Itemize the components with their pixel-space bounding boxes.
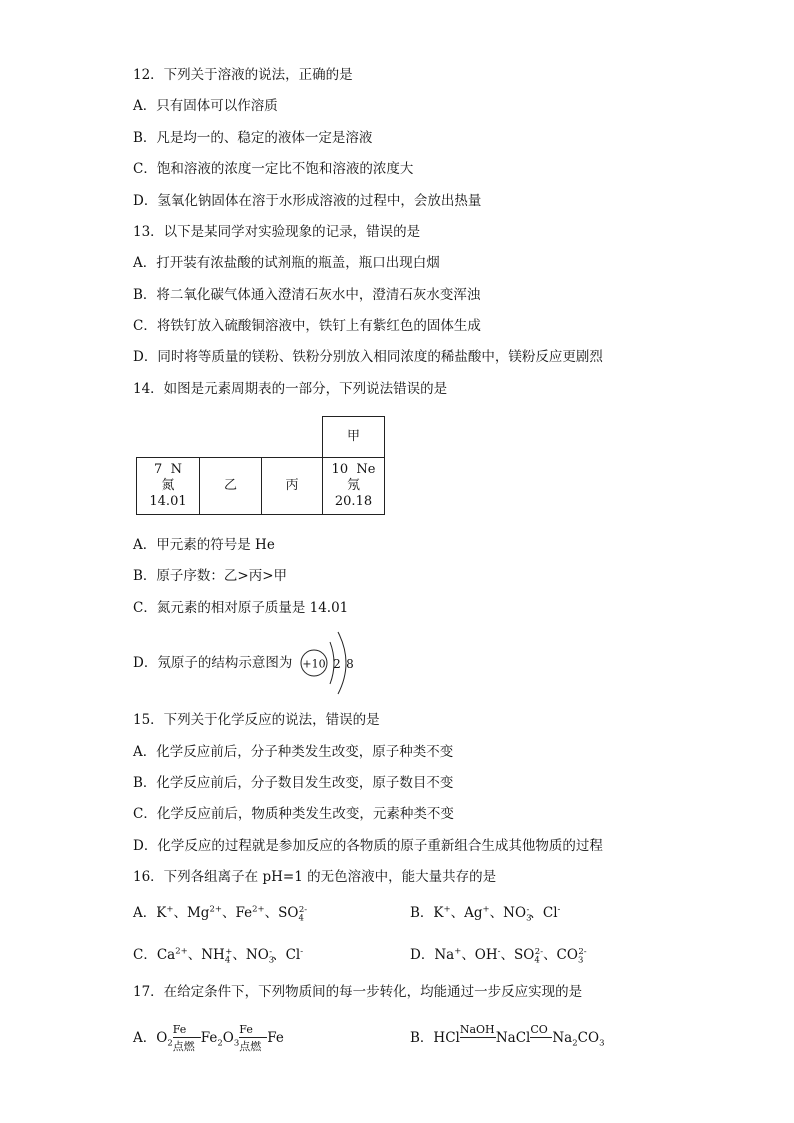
q15-option-d: D．化学反应的过程就是参加反应的各物质的原子重新组合生成其他物质的过程	[133, 838, 603, 854]
neon-number-symbol: 10 Ne	[331, 462, 376, 477]
q15-option-b: B．化学反应前后，分子数目发生改变，原子数目不变	[133, 775, 454, 791]
q16-option-a: A．K+、$Mg^{2+}$、$Fe^{2+}$、$SO_4^{2-}$	[133, 904, 308, 924]
neon-name: 氖	[346, 478, 360, 493]
q12-option-d: D．氢氧化钠固体在溶于水形成溶液的过程中，会放出热量	[133, 193, 482, 209]
arrow-3: NaOH	[459, 1022, 495, 1036]
q13-option-b: B．将二氧化碳气体通入澄清石灰水中，澄清石灰水变浑浊	[133, 287, 481, 303]
q16-option-b: B．K+、Ag+、$NO_3^-$、Cl-	[410, 904, 561, 924]
q13-option-d: D．同时将等质量的镁粉、铁粉分别放入相同浓度的稀盐酸中，镁粉反应更剧烈	[133, 349, 603, 365]
shell-1-electrons: 2	[333, 657, 341, 671]
arrow-2: Fe 点燃	[239, 1031, 267, 1047]
q12-option-a: A．只有固体可以作溶质	[133, 98, 278, 114]
q17-option-a: A．$O_2$ Fe 点燃 $Fe_2O_3$ Fe 点燃 Fe	[133, 1022, 284, 1053]
q13-option-c: C．将铁钉放入硫酸铜溶液中，铁钉上有紫红色的固体生成	[133, 318, 481, 334]
q13-option-a: A．打开装有浓盐酸的试剂瓶的瓶盖，瓶口出现白烟	[133, 255, 440, 271]
q14-option-d: D．氖原子的结构示意图为	[133, 655, 293, 671]
q16-stem: 16．下列各组离子在 pH=1 的无色溶液中，能大量共存的是	[133, 869, 497, 885]
q14-option-b: B．原子序数：乙>丙>甲	[133, 568, 288, 584]
q12-option-c: C．饱和溶液的浓度一定比不饱和溶液的浓度大	[133, 161, 414, 177]
cell-yi	[199, 457, 262, 515]
q17-option-b: B．HCl NaOH NaCl CO $Na_2CO_3$	[410, 1022, 605, 1049]
cell-jia	[322, 416, 385, 458]
nitrogen-name: 氮	[161, 478, 175, 493]
shell-2-electrons: 8	[346, 657, 354, 671]
q14-stem: 14．如图是元素周期表的一部分，下列说法错误的是	[133, 381, 448, 397]
q13-stem: 13．以下是某同学对实验现象的记录，错误的是	[133, 224, 421, 240]
neon-mass: 20.18	[334, 494, 373, 509]
arrow-4: CO	[530, 1031, 552, 1047]
nucleus-charge: +10	[302, 657, 326, 671]
q17-stem: 17．在给定条件下，下列物质间的每一步转化，均能通过一步反应实现的是	[133, 984, 583, 1000]
nitrogen-mass: 14.01	[149, 494, 187, 509]
q16-option-c: C．$Ca^{2+}$、$NH_4^+$、$NO_3^-$、Cl-	[133, 946, 304, 966]
q14-option-c: C．氮元素的相对原子质量是 14.01	[133, 600, 349, 616]
q15-stem: 15．下列关于化学反应的说法，错误的是	[133, 712, 380, 728]
arrow-1: Fe 点燃	[173, 1031, 201, 1047]
cell-yi-label: 乙	[223, 478, 237, 493]
q12-option-b: B．凡是均一的、稳定的液体一定是溶液	[133, 130, 373, 146]
neon-atom-diagram	[298, 628, 368, 698]
cell-jia-label: 甲	[346, 429, 360, 444]
cell-bing	[261, 457, 323, 515]
nitrogen-number-symbol: 7 N	[154, 462, 182, 477]
q15-option-c: C．化学反应前后，物质种类发生改变，元素种类不变	[133, 806, 454, 822]
q16-option-d: D．Na+、OH-、$SO_4^{2-}$、$CO_3^{2-}$	[410, 946, 587, 966]
cell-neon	[322, 457, 385, 515]
q14-option-a: A．甲元素的符号是 He	[133, 537, 275, 553]
q12-stem: 12．下列关于溶液的说法，正确的是	[133, 67, 353, 83]
cell-bing-label: 丙	[285, 478, 299, 493]
q15-option-a: A．化学反应前后，分子种类发生改变，原子种类不变	[133, 744, 454, 760]
cell-nitrogen	[136, 457, 200, 515]
